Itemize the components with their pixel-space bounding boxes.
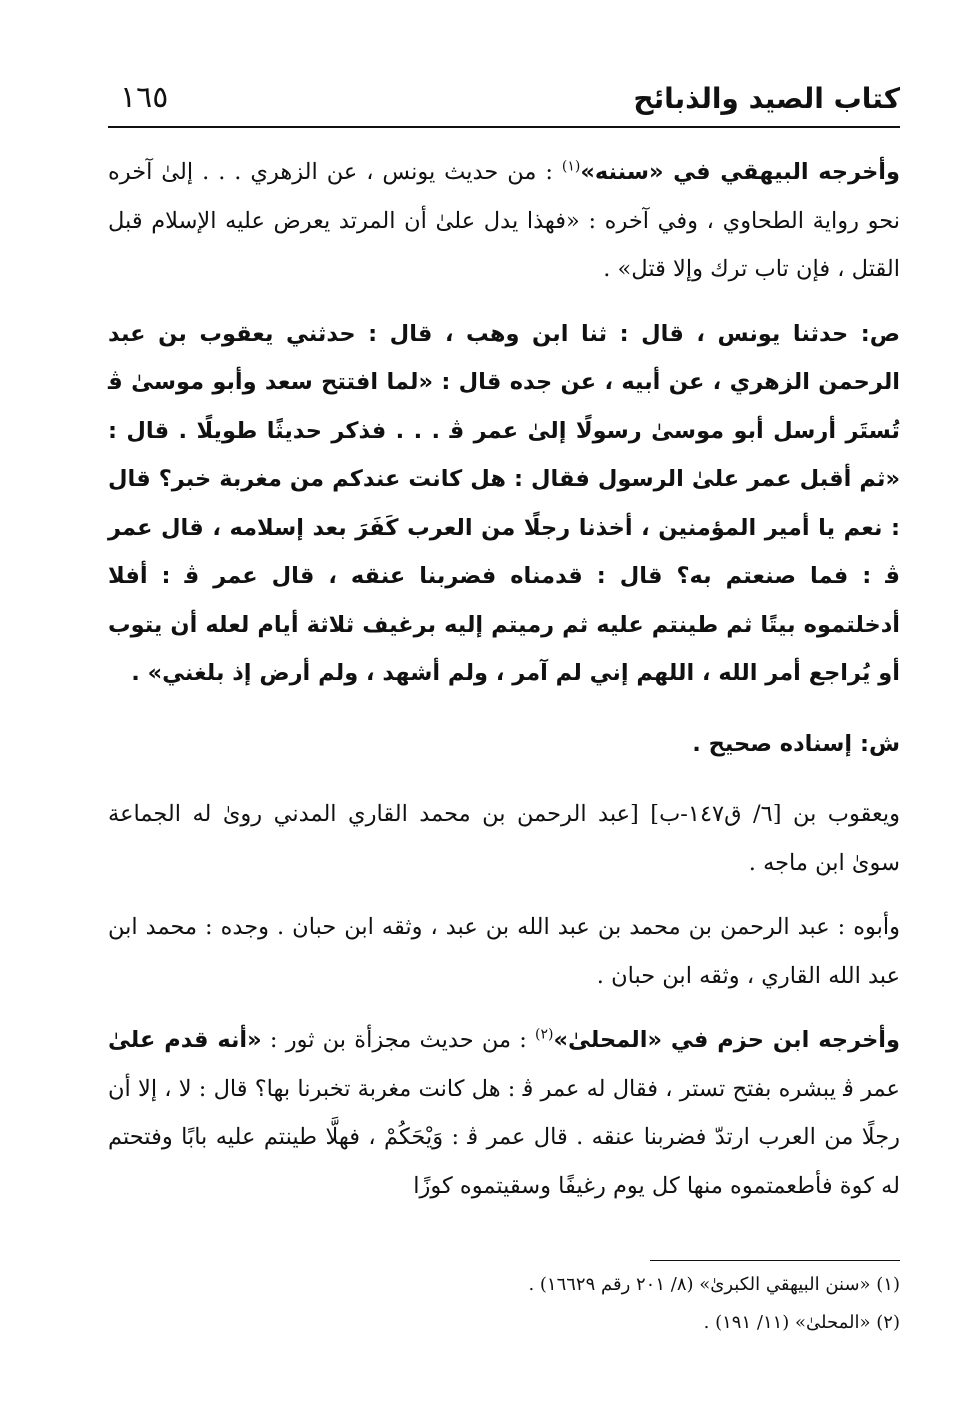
- paragraph-bayhaqi: [108, 148, 900, 294]
- page-body: [108, 148, 900, 1226]
- paragraph-abuh: وأبوه : عبد الرحمن بن محمد بن عبد الله بن عبد ، وثقه ابن حبان . وجده : محمد ابن عبد الله القاري ، وثقه ابن حبان .: [108, 914, 900, 989]
- footnotes: [108, 1266, 900, 1342]
- paragraph-ibn-hazm: [108, 1016, 900, 1210]
- footnote-ref-2: (٢): [535, 1026, 554, 1043]
- header-rule: [108, 126, 900, 128]
- paragraph-hadith: ص: حدثنا يونس ، قال : ثنا ابن وهب ، قال : حدثني يعقوب بن عبد الرحمن الزهري ، عن أبيه ، عن جده قال : «لما افتتح سعد وأبو موسىٰ ﭬ تُستَر أرسل أبو موسىٰ رسولًا إلىٰ عمر ﭬ . . . فذكر حديثًا طويلًا . قال : «ثم أقبل عمر علىٰ الرسول فقال : هل كانت عندكم من مغربة خبر؟ قال : نعم يا أمير المؤمنين ، أخذنا رجلًا من العرب كَفَرَ بعد إسلامه ، قال عمر ﭬ : فما صنعتم به؟ قال : قدمناه فضربنا عنقه ، قال عمر ﭬ : أفلا أدخلتموه بيتًا ثم طينتم عليه ثم رميتم إليه برغيف ثلاثة أيام لعله أن يتوب أو يُراجع أمر الله ، اللهم إني لم آمر ، ولم أشهد ، ولم أرض إذ بلغني» .: [108, 320, 900, 686]
- paragraph-lead: وأخرجه البيهقي في «سننه»: [580, 159, 900, 185]
- footnote-ref-1: (١): [561, 158, 581, 175]
- paragraph-yaqub: ويعقوب بن [٦/ ق١٤٧-ب] [عبد الرحمن بن محمد القاري المدني روىٰ له الجماعة سوىٰ ابن ماجه .: [108, 801, 900, 876]
- paragraph-text: : من حديث يونس ، عن الزهري . . . إلىٰ آخره نحو رواية الطحاوي ، وفي آخره : «فهذا يدل علىٰ أن المرتد يعرض عليه الإسلام قبل القتل ، فإن تاب ترك وإلا قتل» .: [108, 159, 900, 282]
- running-title: كتاب الصيد والذبائح: [633, 82, 900, 115]
- page-number: ١٦٥: [120, 80, 169, 115]
- paragraph-text: عمر ﭬ يبشره بفتح تستر ، فقال له عمر ﭬ : هل كانت مغربة تخبرنا بها؟ قال : لا ، إلا أن رجلًا من العرب ارتدّ فضربنا عنقه . قال عمر ﭬ : وَيْحَكُمْ ، فهلَّا طينتم عليه بابًا وفتحتم له كوة فأطعمتموه منها كل يوم رغيفًا وسقيتموه كوزًا: [108, 1075, 900, 1199]
- footnote-separator: [650, 1260, 900, 1261]
- page-header: [108, 78, 900, 128]
- footnote-2: (٢) «المحلىٰ» (١١/ ١٩١) .: [703, 1312, 900, 1333]
- footnote-1: (١) «سنن البيهقي الكبرىٰ» (٨/ ٢٠١ رقم ١٦٦٢٩) .: [528, 1274, 900, 1295]
- paragraph-isnad: ش: إسناده صحيح .: [692, 730, 900, 757]
- paragraph-text: : من حديث مجزأة بن ثور :: [261, 1027, 536, 1053]
- paragraph-lead: وأخرجه ابن حزم في «المحلىٰ»: [553, 1027, 900, 1053]
- quote-start: «أنه قدم علىٰ: [108, 1027, 262, 1053]
